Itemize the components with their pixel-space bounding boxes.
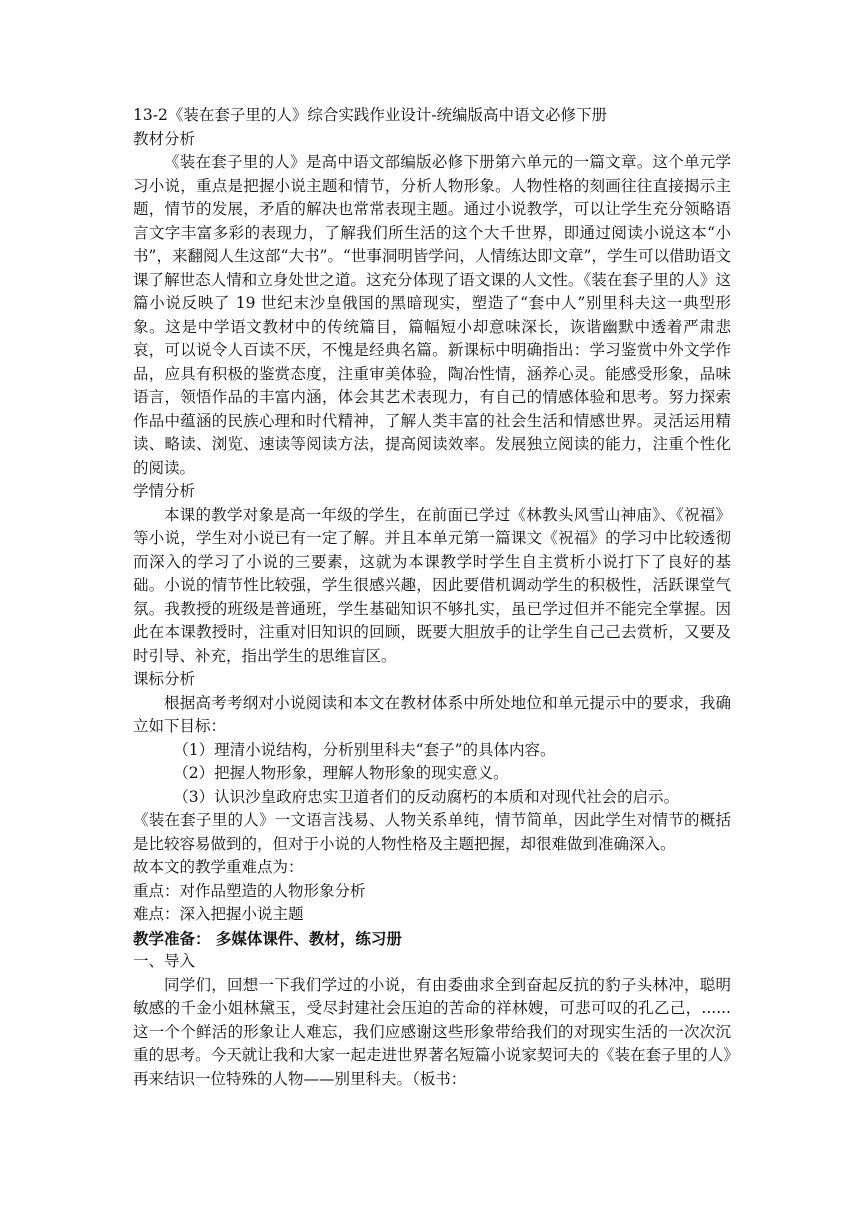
goal-item-1: （1）理清小说结构，分析别里科夫“套子”的具体内容。 [173,740,556,759]
section-heading-intro: 一、导入 [133,952,196,970]
key-point-focus: 重点：对作品塑造的人物形象分析 [133,881,366,900]
section-heading-curriculum-analysis: 课标分析 [133,670,196,688]
paragraph-curriculum-analysis: 根据高考考纲对小说阅读和本文在教材体系中所处地位和单元提示中的要求，我确立如下目标： [133,693,731,735]
document-body [133,104,731,1091]
paragraph-student-analysis: 本课的教学对象是高一年级的学生，在前面已学过《林教头风雪山神庙》、《祝福》等小说，学生对小说已有一定了解。并且本单元第一篇课文《祝福》的学习中比较透彻而深入的学习了小说的三要素，这就为本课教学时学生自主赏析小说打下了良好的基础。小说的情节性比较强，学生很感兴趣，因此要借机调动学生的积极性，活跃课堂气氛。我教授的班级是普通班，学生基础知识不够扎实，虽已学过但并不能完全掌握。因此在本课教授时，注重对旧知识的回顾，既要大胆放手的让学生自己己去赏析，又要及时引导、补充，指出学生的思维盲区。 [133,505,731,665]
goal-item-3: （3）认识沙皇政府忠实卫道者们的反动腐朽的本质和对现代社会的启示。 [173,787,680,806]
section-heading-student-analysis: 学情分析 [133,482,196,500]
document-title: 13-2《装在套子里的人》综合实践作业设计-统编版高中语文必修下册 [133,106,608,124]
key-point-difficulty: 难点：深入把握小说主题 [133,905,304,923]
paragraph-after-goals: 《装在套子里的人》一文语言浅易、人物关系单纯，情节简单，因此学生对情节的概括是比较容易做到的，但对于小说的人物性格及主题把握，却很难做到准确深入。 [133,811,731,853]
key-points-intro: 故本文的教学重难点为： [133,858,304,876]
paragraph-intro: 同学们，回想一下我们学过的小说，有由委曲求全到奋起反抗的豹子头林冲，聪明敏感的千金小姐林黛玉，受尽封建社会压迫的苦命的祥林嫂，可悲可叹的孔乙己，......这一个个鲜活的形象让人难忘，我们应感谢这些形象带给我们的对现实生活的一次次沉重的思考。今天就让我和大家一起走进世界著名短篇小说家契诃夫的《装在套子里的人》再来结识一位特殊的人物——别里科夫。（板书： [133,975,731,1088]
paragraph-textbook-analysis: 《装在套子里的人》是高中语文部编版必修下册第六单元的一篇文章。这个单元学习小说，重点是把握小说主题和情节，分析人物形象。人物性格的刻画往往直接揭示主题，情节的发展，矛盾的解决也常常表现主题。通过小说教学，可以让学生充分领略语言文字丰富多彩的表现力，了解我们所生活的这个大千世界，即通过阅读小说这本“小书”，来翻阅人生这部“大书”。“世事洞明皆学问，人情练达即文章”，学生可以借助语文课了解世态人情和立身处世之道。这充分体现了语文课的人文性。《装在套子里的人》这篇小说反映了 19 世纪末沙皇俄国的黑暗现实，塑造了“套中人”别里科夫这一典型形象。这是中学语文教材中的传统篇目，篇幅短小却意味深长，诙谐幽默中透着严肃悲哀，可以说令人百读不厌，不愧是经典名篇。新课标中明确指出：学习鉴赏中外文学作品，应具有积极的鉴赏态度，注重审美体验，陶冶性情，涵养心灵。能感受形象，品味语言，领悟作品的丰富内涵，体会其艺术表现力，有自己的情感体验和思考。努力探索作品中蕴涵的民族心理和时代精神，了解人类丰富的社会生活和情感世界。灵活运用精读、略读、浏览、速读等阅读方法，提高阅读效率。发展独立阅读的能力，注重个性化的阅读。 [133,153,731,477]
goal-item-2: （2）把握人物形象，理解人物形象的现实意义。 [173,764,509,782]
section-heading-textbook-analysis: 教材分析 [133,129,196,148]
teaching-prep: 教学准备： 多媒体课件、教材，练习册 [133,928,402,948]
